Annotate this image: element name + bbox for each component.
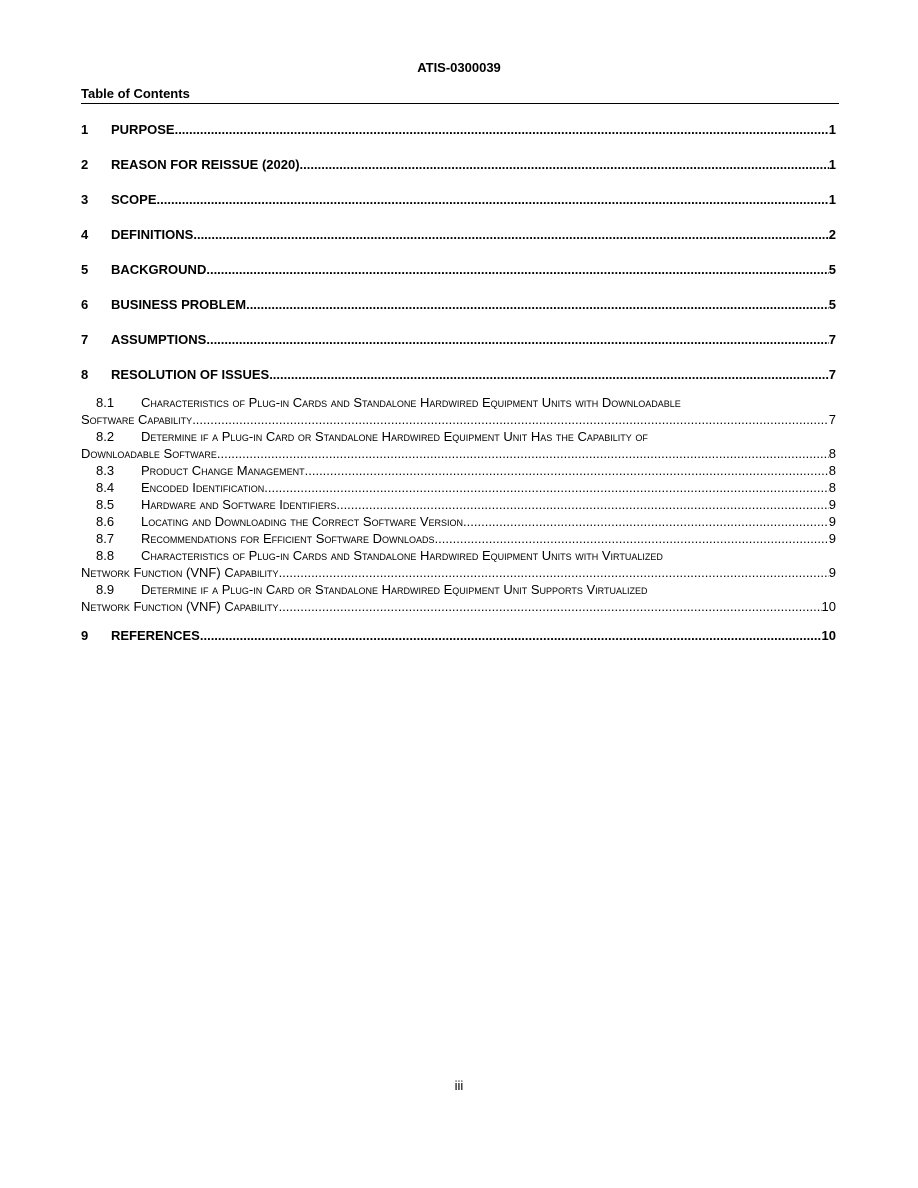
toc-subentry-title: Recommendations for Efficient Software Downloads: [141, 531, 435, 546]
toc-entry-1[interactable]: [81, 122, 836, 140]
dot-leader: [300, 157, 829, 172]
toc-subentry-page: 10: [821, 599, 836, 614]
toc-subentry-title-cont: Network Function (VNF) Capability: [81, 599, 279, 614]
toc-entry-number: 3: [81, 192, 89, 207]
toc-entry-number: 9: [81, 628, 89, 643]
dot-leader: [157, 192, 829, 207]
toc-subentry-number: 8.1: [96, 395, 115, 410]
toc-subentry-page: 8: [828, 463, 836, 478]
toc-subentry-8-1[interactable]: [81, 395, 836, 429]
toc-entry-title: REFERENCES: [111, 628, 200, 643]
toc-subentry-page: 7: [828, 412, 836, 427]
toc-subentry-8-5[interactable]: [81, 497, 836, 514]
dot-leader: [463, 514, 829, 529]
toc-entry-5[interactable]: [81, 262, 836, 280]
toc-subentry-page: 9: [828, 514, 836, 529]
toc-subentry-title: Encoded Identification: [141, 480, 265, 495]
dot-leader: [279, 599, 822, 614]
toc-subentry-8-8[interactable]: [81, 548, 836, 582]
toc-entry-page: 5: [828, 262, 836, 277]
toc-subentry-title: Determine if a Plug-in Card or Standalone Hardwired Equipment Unit Has the Capability of: [141, 429, 648, 444]
toc-subentry-8-2[interactable]: [81, 429, 836, 463]
toc-subentry-number: 8.9: [96, 582, 115, 597]
document-id: ATIS-0300039: [417, 60, 501, 75]
toc-entry-page: 1: [828, 157, 836, 172]
toc-subentry-8-3[interactable]: [81, 463, 836, 480]
toc-entry-title: BACKGROUND: [111, 262, 207, 277]
toc-entry-6[interactable]: [81, 297, 836, 315]
toc-entry-number: 1: [81, 122, 89, 137]
dot-leader: [206, 332, 828, 347]
dot-leader: [193, 227, 828, 242]
toc-entry-number: 6: [81, 297, 89, 312]
toc-subentry-title: Product Change Management: [141, 463, 305, 478]
toc-subentry-title-cont: Network Function (VNF) Capability: [81, 565, 279, 580]
toc-entry-number: 4: [81, 227, 89, 242]
dot-leader: [336, 497, 828, 512]
toc-subentry-page: 8: [828, 446, 836, 461]
toc-subentry-title: Locating and Downloading the Correct Software Version: [141, 514, 464, 529]
toc-entry-page: 5: [828, 297, 836, 312]
toc-entry-number: 5: [81, 262, 89, 277]
toc-subentry-title-cont: Downloadable Software: [81, 446, 217, 461]
heading-rule: [81, 103, 839, 104]
toc-subentry-page: 8: [828, 480, 836, 495]
dot-leader: [269, 367, 829, 382]
toc-subentry-8-4[interactable]: [81, 480, 836, 497]
toc-subentry-page: 9: [828, 497, 836, 512]
toc-entry-page: 2: [828, 227, 836, 242]
toc-entry-title: SCOPE: [111, 192, 157, 207]
toc-subentry-8-7[interactable]: [81, 531, 836, 548]
dot-leader: [217, 446, 829, 461]
toc-subentry-number: 8.4: [96, 480, 115, 495]
toc-entry-title: RESOLUTION OF ISSUES: [111, 367, 270, 382]
toc-subentry-title: Determine if a Plug-in Card or Standalone Hardwired Equipment Unit Supports Virtualized: [141, 582, 648, 597]
toc-subentry-number: 8.6: [96, 514, 115, 529]
toc-entry-3[interactable]: [81, 192, 836, 210]
toc-entry-title: PURPOSE: [111, 122, 175, 137]
toc-subentry-page: 9: [828, 565, 836, 580]
toc-subentry-number: 8.5: [96, 497, 115, 512]
page-number: iii: [454, 1078, 464, 1093]
dot-leader: [206, 262, 828, 277]
toc-entry-number: 7: [81, 332, 89, 347]
dot-leader: [435, 531, 829, 546]
dot-leader: [175, 122, 829, 137]
toc-entry-title: REASON FOR REISSUE (2020): [111, 157, 300, 172]
toc-entry-9[interactable]: [81, 628, 836, 646]
toc-subentry-number: 8.2: [96, 429, 115, 444]
toc-entry-2[interactable]: [81, 157, 836, 175]
toc-entry-page: 7: [828, 332, 836, 347]
toc-entry-7[interactable]: [81, 332, 836, 350]
toc-subentry-title: Hardware and Software Identifiers: [141, 497, 337, 512]
dot-leader: [305, 463, 829, 478]
toc-subentry-8-9[interactable]: [81, 582, 836, 616]
toc-entry-number: 8: [81, 367, 89, 382]
toc-entry-page: 7: [828, 367, 836, 382]
dot-leader: [279, 565, 829, 580]
toc-entry-title: DEFINITIONS: [111, 227, 194, 242]
toc-subentry-title-cont: Software Capability: [81, 412, 193, 427]
toc-entry-title: BUSINESS PROBLEM: [111, 297, 247, 312]
toc-entry-number: 2: [81, 157, 89, 172]
toc-entry-page: 10: [821, 628, 836, 643]
toc-entry-8[interactable]: [81, 367, 836, 385]
toc-subentry-number: 8.3: [96, 463, 115, 478]
toc-heading: Table of Contents: [81, 86, 190, 101]
toc-subentry-8-6[interactable]: [81, 514, 836, 531]
dot-leader: [264, 480, 829, 495]
toc-entry-page: 1: [828, 192, 836, 207]
toc-subentry-title: Characteristics of Plug-in Cards and Standalone Hardwired Equipment Units with Virtualized: [141, 548, 663, 563]
dot-leader: [246, 297, 829, 312]
toc-entry-4[interactable]: [81, 227, 836, 245]
toc-entry-title: ASSUMPTIONS: [111, 332, 207, 347]
toc-subentry-number: 8.7: [96, 531, 115, 546]
dot-leader: [192, 412, 829, 427]
dot-leader: [200, 628, 822, 643]
toc-subentry-page: 9: [828, 531, 836, 546]
toc-subentry-number: 8.8: [96, 548, 115, 563]
toc-subentry-title: Characteristics of Plug-in Cards and Standalone Hardwired Equipment Units with Downloadable: [141, 395, 681, 410]
toc-entry-page: 1: [828, 122, 836, 137]
